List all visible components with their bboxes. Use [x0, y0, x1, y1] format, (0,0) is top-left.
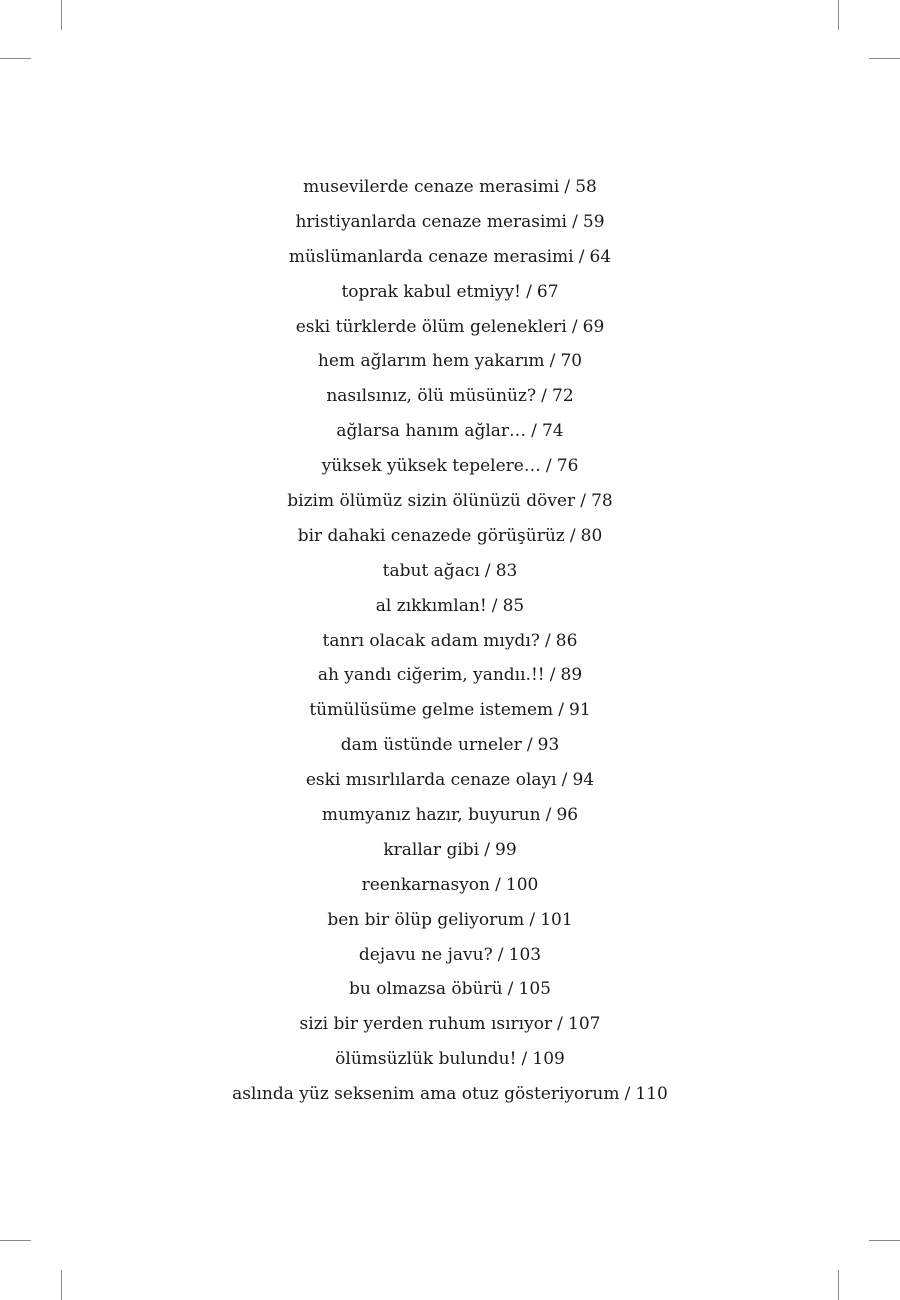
toc-entry-title: ah yandı ciğerim, yandıı.!!	[317, 665, 545, 686]
toc-entry-separator: /	[526, 735, 533, 756]
toc-entry-title: eski mısırlılarda cenaze olayı	[305, 770, 557, 791]
toc-entry-page-number: 89	[560, 665, 583, 686]
toc-entry-separator: /	[484, 560, 491, 581]
toc-entry-page-number: 69	[582, 316, 605, 337]
crop-mark-bottom-right-vertical	[838, 1270, 839, 1300]
toc-entry-separator: /	[549, 665, 556, 686]
toc-entry-separator: /	[578, 246, 585, 267]
toc-entry	[0, 449, 900, 484]
toc-entry-title: sizi bir yerden ruhum ısırıyor	[299, 1014, 553, 1035]
table-of-contents	[0, 170, 900, 1112]
toc-entry	[0, 868, 900, 903]
toc-entry	[0, 414, 900, 449]
toc-entry-page-number: 59	[582, 211, 605, 232]
toc-entry-separator: /	[624, 1084, 631, 1105]
toc-entry-page-number: 109	[532, 1049, 565, 1070]
toc-entry-page-number: 76	[556, 456, 579, 477]
toc-entry	[0, 275, 900, 310]
toc-entry-title: musevilerde cenaze merasimi	[303, 177, 560, 197]
toc-entry	[0, 1007, 900, 1042]
crop-mark-top-left-vertical	[61, 0, 62, 30]
toc-entry-title: yüksek yüksek tepelere…	[321, 456, 541, 477]
toc-entry-title: mumyanız hazır, buyurun	[321, 805, 541, 826]
toc-entry-title: dam üstünde urneler	[340, 735, 522, 756]
toc-entry-separator: /	[569, 525, 576, 546]
toc-entry-page-number: 110	[635, 1084, 668, 1105]
toc-entry-separator: /	[497, 944, 504, 965]
toc-entry-separator: /	[572, 211, 578, 232]
toc-entry-page-number: 78	[591, 491, 613, 512]
toc-entry-separator: /	[571, 316, 578, 337]
toc-entry-separator: /	[507, 979, 514, 1000]
toc-entry	[0, 728, 900, 763]
toc-entry	[0, 972, 900, 1007]
toc-entry	[0, 484, 900, 519]
toc-entry-separator: /	[529, 909, 536, 930]
toc-entry-title: krallar gibi	[383, 839, 480, 860]
toc-entry	[0, 1042, 900, 1077]
toc-entry-page-number: 99	[495, 839, 517, 860]
toc-entry-page-number: 96	[556, 805, 579, 826]
toc-entry-separator: /	[526, 281, 532, 302]
toc-entry-separator: /	[558, 700, 564, 721]
toc-entry	[0, 833, 900, 868]
toc-entry-separator: /	[545, 456, 552, 477]
toc-entry-page-number: 85	[502, 595, 525, 616]
toc-entry-separator: /	[561, 770, 568, 791]
toc-entry-page-number: 103	[508, 944, 542, 965]
toc-entry-title: toprak kabul etmiyy!	[341, 281, 521, 302]
toc-entry-title: eski türklerde ölüm gelenekleri	[295, 316, 567, 337]
toc-entry-title: bu olmazsa öbürü	[349, 979, 503, 1000]
crop-mark-bottom-left-horizontal	[0, 1240, 31, 1241]
toc-entry	[0, 658, 900, 693]
toc-entry-title: bizim ölümüz sizin ölünüzü döver	[287, 491, 576, 512]
toc-entry-separator: /	[549, 351, 556, 372]
toc-entry-title: bir dahaki cenazede görüşürüz	[297, 525, 565, 546]
toc-entry-separator: /	[580, 491, 587, 512]
toc-entry-title: tanrı olacak adam mıydı?	[322, 630, 540, 651]
toc-entry	[0, 554, 900, 589]
toc-entry	[0, 379, 900, 414]
toc-entry-separator: /	[545, 805, 552, 826]
toc-entry-title: ölümsüzlük bulundu!	[335, 1049, 517, 1070]
toc-entry-page-number: 64	[589, 246, 612, 267]
toc-entry-title: ağlarsa hanım ağlar…	[336, 421, 527, 442]
toc-entry-title: al zıkkımlan!	[375, 595, 487, 616]
toc-entry-page-number: 105	[518, 979, 551, 1000]
toc-entry-page-number: 101	[540, 909, 573, 930]
toc-entry-page-number: 91	[569, 700, 591, 721]
toc-entry	[0, 589, 900, 624]
toc-entry-separator: /	[541, 386, 547, 407]
crop-mark-bottom-left-vertical	[61, 1270, 62, 1300]
toc-entry	[0, 1077, 900, 1112]
toc-entry-page-number: 100	[505, 874, 539, 895]
toc-entry-title: ben bir ölüp geliyorum	[327, 909, 525, 930]
toc-entry	[0, 938, 900, 973]
toc-entry-page-number: 93	[537, 735, 560, 756]
toc-entry-title: aslında yüz seksenim ama otuz gösteriyorum	[232, 1084, 620, 1105]
toc-entry-title: müslümanlarda cenaze merasimi	[288, 246, 574, 267]
toc-entry-separator: /	[484, 839, 490, 860]
toc-entry	[0, 519, 900, 554]
toc-entry-separator: /	[521, 1049, 528, 1070]
toc-entry-separator: /	[491, 595, 498, 616]
toc-entry	[0, 798, 900, 833]
toc-entry-separator: /	[531, 421, 537, 442]
toc-entry-page-number: 86	[555, 630, 578, 651]
toc-entry	[0, 310, 900, 345]
toc-entry	[0, 903, 900, 938]
toc-entry-page-number: 72	[552, 386, 574, 407]
toc-entry-title: dejavu ne javu?	[358, 944, 493, 965]
toc-entry-separator: /	[544, 630, 551, 651]
toc-entry	[0, 170, 900, 205]
toc-entry-page-number: 80	[580, 525, 603, 546]
toc-entry-separator: /	[557, 1014, 563, 1035]
toc-entry	[0, 205, 900, 240]
toc-entry-separator: /	[495, 874, 501, 895]
toc-entry-page-number: 58	[575, 177, 597, 197]
toc-entry-separator: /	[564, 177, 571, 197]
toc-entry-title: reenkarnasyon	[361, 874, 490, 895]
toc-entry	[0, 624, 900, 659]
toc-entry-title: tümülüsüme gelme istemem	[309, 700, 554, 721]
toc-entry-page-number: 67	[536, 281, 559, 302]
toc-entry-page-number: 94	[572, 770, 595, 791]
crop-mark-top-left-horizontal	[0, 58, 31, 59]
toc-entry-page-number: 70	[560, 351, 583, 372]
toc-entry-page-number: 83	[495, 560, 518, 581]
crop-mark-top-right-vertical	[838, 0, 839, 30]
toc-entry-title: nasılsınız, ölü müsünüz?	[326, 386, 537, 407]
toc-entry	[0, 693, 900, 728]
crop-mark-top-right-horizontal	[869, 58, 900, 59]
toc-entry-title: tabut ağacı	[382, 560, 480, 581]
toc-entry	[0, 763, 900, 798]
toc-entry-page-number: 107	[568, 1014, 601, 1035]
toc-entry	[0, 240, 900, 275]
toc-entry-title: hem ağlarım hem yakarım	[317, 351, 545, 372]
toc-entry-page-number: 74	[541, 421, 564, 442]
crop-mark-bottom-right-horizontal	[869, 1240, 900, 1241]
toc-entry	[0, 344, 900, 379]
toc-entry-title: hristiyanlarda cenaze merasimi	[295, 211, 567, 232]
